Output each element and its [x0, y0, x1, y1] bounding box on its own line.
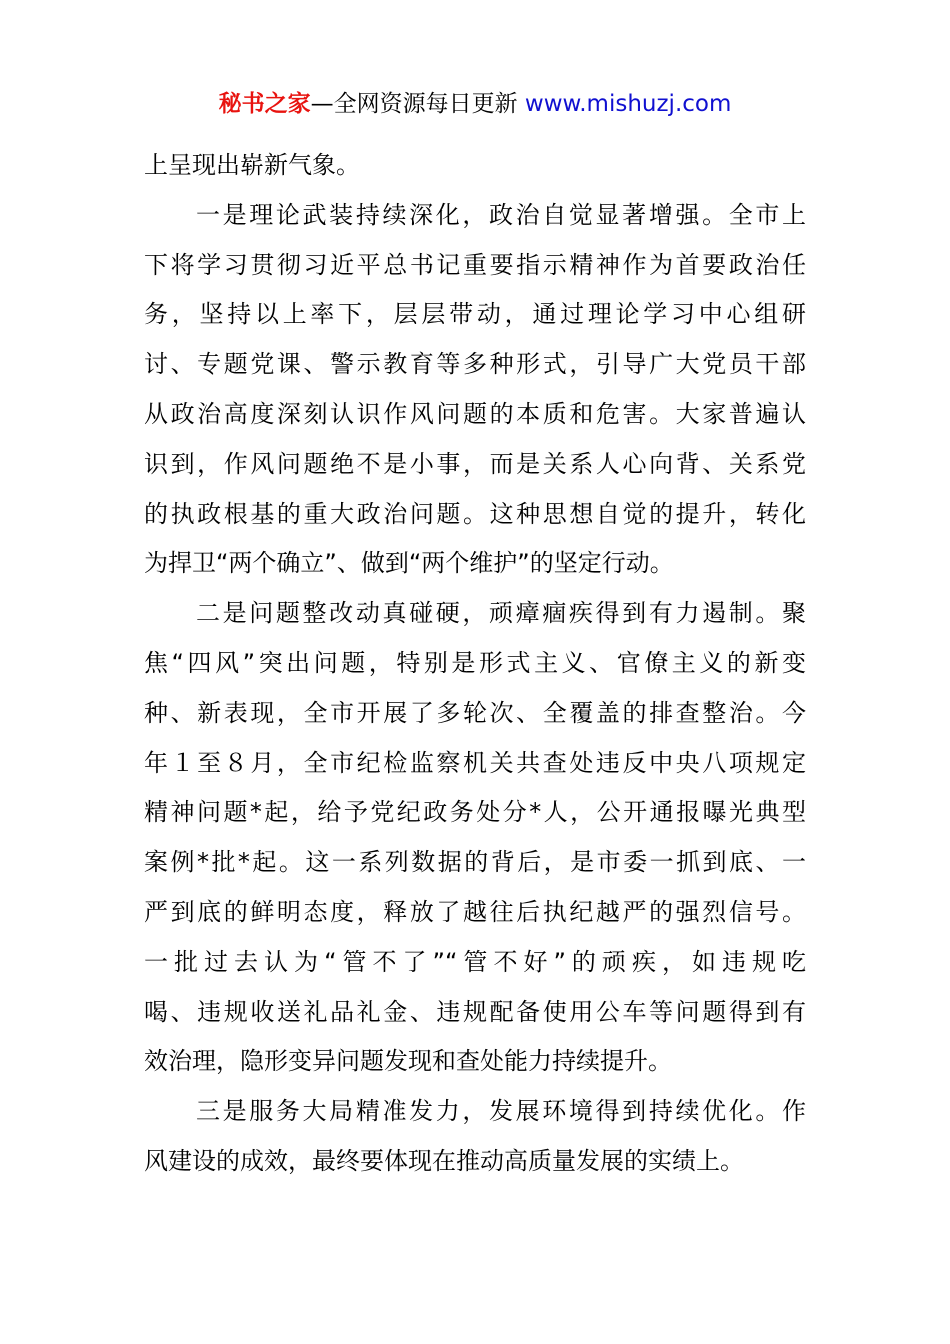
text-line: 从政治高度深刻认识作风问题的本质和危害。大家普遍认	[144, 399, 806, 428]
brand-name: 秘书之家	[218, 91, 311, 117]
text-line: 识到，作风问题绝不是小事，而是关系人心向背、关系党	[144, 449, 806, 478]
website-url[interactable]: www.mishuzj.com	[524, 91, 732, 117]
text-line: 三是服务大局精准发力，发展环境得到持续优化。作	[196, 1097, 806, 1126]
header-slogan: —全网资源每日更新	[310, 91, 525, 117]
text-line: 下将学习贯彻习近平总书记重要指示精神作为首要政治任	[144, 250, 806, 279]
text-line: 种、新表现，全市开展了多轮次、全覆盖的排查整治。今	[144, 698, 806, 727]
text-line: 一是理论武装持续深化，政治自觉显著增强。全市上	[196, 200, 806, 229]
text-line: 效治理，隐形变异问题发现和查处能力持续提升。	[144, 1047, 672, 1076]
text-line: 焦“四风”突出问题，特别是形式主义、官僚主义的新变	[144, 648, 806, 677]
text-line: 精神问题*起，给予党纪政务处分*人，公开通报曝光典型	[144, 798, 806, 827]
text-line: 风建设的成效，最终要体现在推动高质量发展的实绩上。	[144, 1146, 744, 1175]
paragraph	[144, 589, 806, 1087]
text-line: 二是问题整改动真碰硬，顽瘴痼疾得到有力遏制。聚	[196, 599, 806, 628]
text-line: 为捍卫“两个确立”、做到“两个维护”的坚定行动。	[144, 549, 674, 578]
text-line: 一批过去认为“管不了”“管不好”的顽疾，如违规吃	[144, 947, 806, 976]
text-line: 喝、违规收送礼品礼金、违规配备使用公车等问题得到有	[144, 997, 806, 1026]
page-header	[0, 86, 950, 122]
paragraph	[144, 1087, 806, 1187]
text-line: 案例*批*起。这一系列数据的背后，是市委一抓到底、一	[144, 848, 806, 877]
text-line: 的执政根基的重大政治问题。这种思想自觉的提升，转化	[144, 499, 806, 528]
paragraph	[144, 191, 806, 589]
text-line: 上呈现出崭新气象。	[144, 151, 360, 179]
text-line: 讨、专题党课、警示教育等多种形式，引导广大党员干部	[144, 350, 806, 379]
document-body	[144, 141, 806, 1187]
text-line: 严到底的鲜明态度，释放了越往后执纪越严的强烈信号。	[144, 897, 806, 926]
paragraph	[144, 141, 806, 191]
text-line: 务，坚持以上率下，层层带动，通过理论学习中心组研	[144, 300, 806, 329]
text-line: 年１至８月，全市纪检监察机关共查处违反中央八项规定	[144, 748, 806, 777]
